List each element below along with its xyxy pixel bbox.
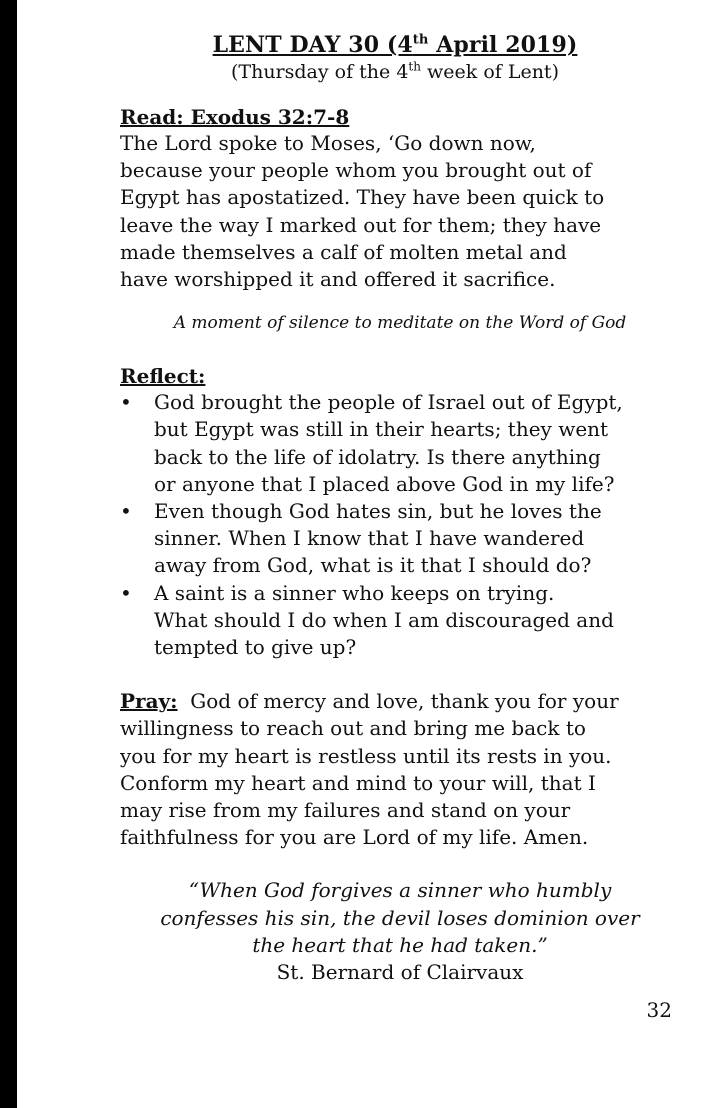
read-heading: Read: Exodus 32:7-8 [120, 105, 350, 129]
quote-author: St. Bernard of Clairvaux [276, 960, 524, 985]
reflect-line: What should I do when I am discouraged and [154, 607, 614, 632]
reflect-line: tempted to give up? [154, 635, 357, 660]
reflect-line: or anyone that I placed above God in my life? [154, 471, 615, 496]
pray-line: faithfulness for you are Lord of my life. Amen. [120, 825, 589, 850]
quote-line: confesses his sin, the devil loses dominion over [160, 905, 640, 930]
read-section [120, 104, 680, 293]
read-line: Egypt has apostatized. They have been quick to [120, 185, 605, 210]
list-item [120, 389, 680, 498]
reflect-section [120, 363, 680, 661]
reflect-line: God brought the people of Israel out of Egypt, [154, 390, 623, 415]
list-item [120, 580, 680, 662]
read-line: because your people whom you brought out of [120, 158, 592, 183]
bullet-icon: • [120, 390, 132, 415]
reflect-heading: Reflect: [120, 364, 206, 389]
left-page-edge [0, 0, 17, 1108]
page-subtitle: (Thursday of the 4th week of Lent) [231, 59, 559, 83]
read-passage [120, 130, 680, 293]
quote-line: the heart that he had taken.” [252, 932, 548, 957]
bullet-icon: • [120, 499, 132, 524]
read-line: made themselves a calf of molten metal and [120, 239, 567, 264]
pray-line: Conform my heart and mind to your will, that I [120, 770, 596, 795]
quote-line: “When God forgives a sinner who humbly [188, 878, 612, 903]
page-title: LENT DAY 30 (4th April 2019) [212, 32, 578, 58]
reflect-line: but Egypt was still in their hearts; they went [154, 417, 609, 442]
pray-line: God of mercy and love, thank you for your [190, 689, 619, 714]
pray-heading: Pray: [120, 689, 178, 714]
pray-line: you for my heart is restless until its rests in you. [120, 743, 612, 768]
pray-line: willingness to reach out and bring me back to [120, 716, 586, 741]
reflect-line: A saint is a sinner who keeps on trying. [154, 580, 555, 605]
document-page [120, 30, 680, 986]
bullet-icon: • [120, 580, 132, 605]
reflect-line: Even though God hates sin, but he loves the [154, 499, 602, 524]
read-line: have worshipped it and offered it sacrifice. [120, 267, 556, 292]
read-line: The Lord spoke to Moses, ‘Go down now, [120, 131, 536, 155]
pray-section [120, 688, 680, 851]
closing-quote [120, 877, 680, 986]
reflect-line: away from God, what is it that I should do? [154, 553, 592, 578]
list-item [120, 498, 680, 580]
page-number: 32 [646, 998, 672, 1022]
pray-line: may rise from my failures and stand on your [120, 798, 571, 823]
read-line: leave the way I marked out for them; they have [120, 212, 602, 237]
meditation-note: A moment of silence to meditate on the Word of God [173, 313, 627, 334]
reflect-list [120, 389, 680, 661]
pray-first-line [120, 688, 680, 715]
reflect-line: back to the life of idolatry. Is there anything [154, 444, 601, 469]
reflect-line: sinner. When I know that I have wandered [154, 526, 585, 551]
pray-text [120, 688, 680, 851]
